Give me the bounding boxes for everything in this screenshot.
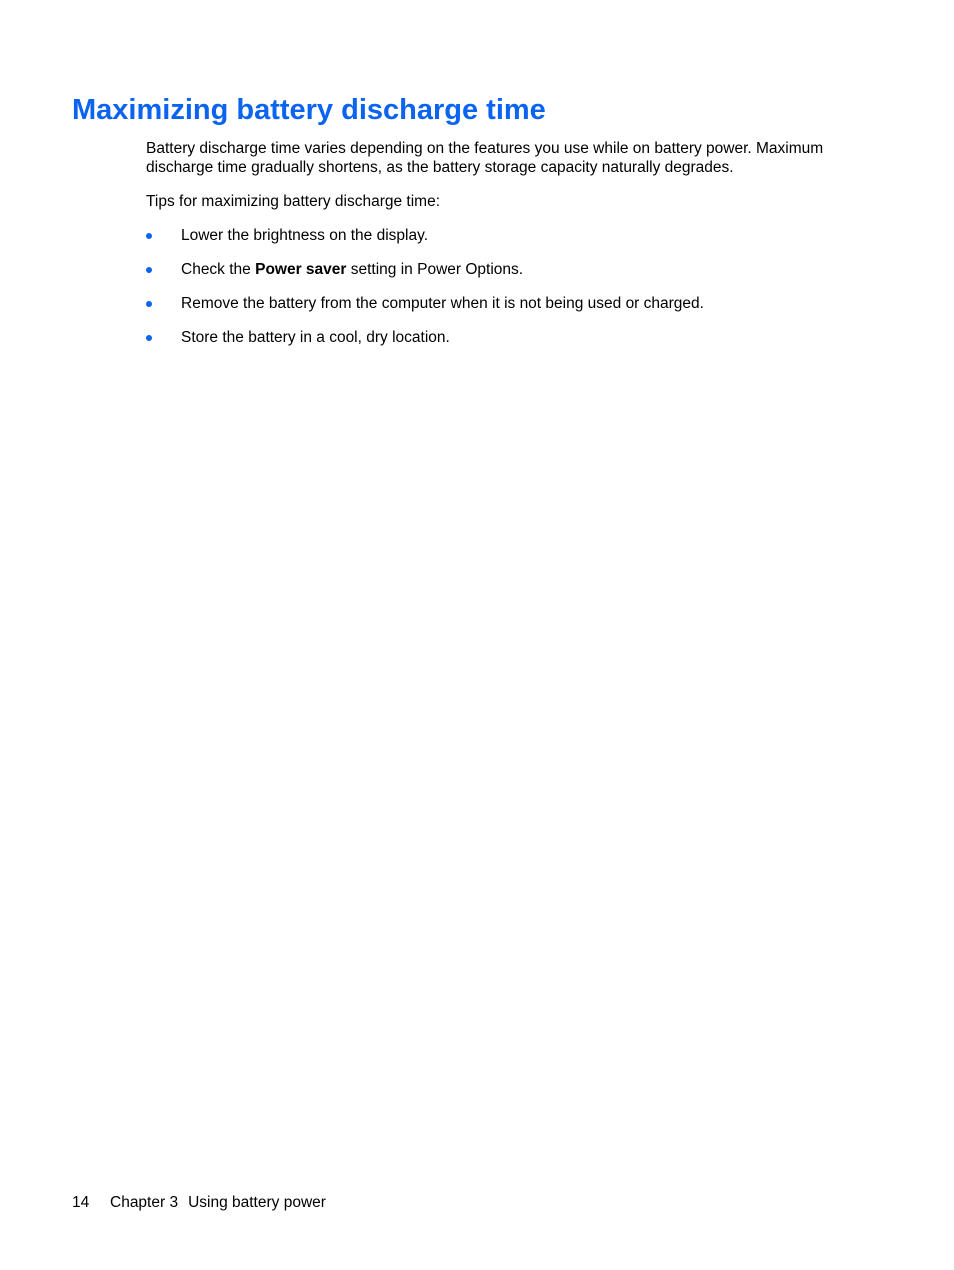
tip-text: Lower the brightness on the display. — [181, 227, 429, 244]
bullet-icon — [146, 301, 152, 307]
tip-text: Store the battery in a cool, dry location. — [181, 329, 450, 346]
list-item — [146, 328, 866, 362]
intro-paragraph: Battery discharge time varies depending on the features you use while on battery power. Maximum discharge time gradually shortens, as the battery storage capacity naturally degrades. — [146, 140, 824, 176]
tips-list — [146, 226, 866, 362]
tip-text-pre: Check the — [181, 261, 256, 278]
chapter-title: Using battery power — [188, 1194, 326, 1211]
bullet-icon — [146, 335, 152, 341]
tip-text — [181, 260, 523, 279]
bullet-icon — [146, 233, 152, 239]
tip-text: Remove the battery from the computer when it is not being used or charged. — [181, 295, 704, 312]
chapter-label: Chapter 3 — [110, 1194, 179, 1211]
bullet-icon — [146, 267, 152, 273]
list-item — [146, 226, 866, 260]
list-item — [146, 260, 866, 294]
tip-text-post: setting in Power Options. — [346, 261, 524, 278]
page-number: 14 — [72, 1194, 90, 1211]
tips-lead-in: Tips for maximizing battery discharge time: — [146, 193, 441, 210]
page-footer — [72, 1193, 326, 1212]
list-item — [146, 294, 866, 328]
page-title: Maximizing battery discharge time — [72, 94, 546, 126]
power-saver-term: Power saver — [255, 261, 347, 278]
